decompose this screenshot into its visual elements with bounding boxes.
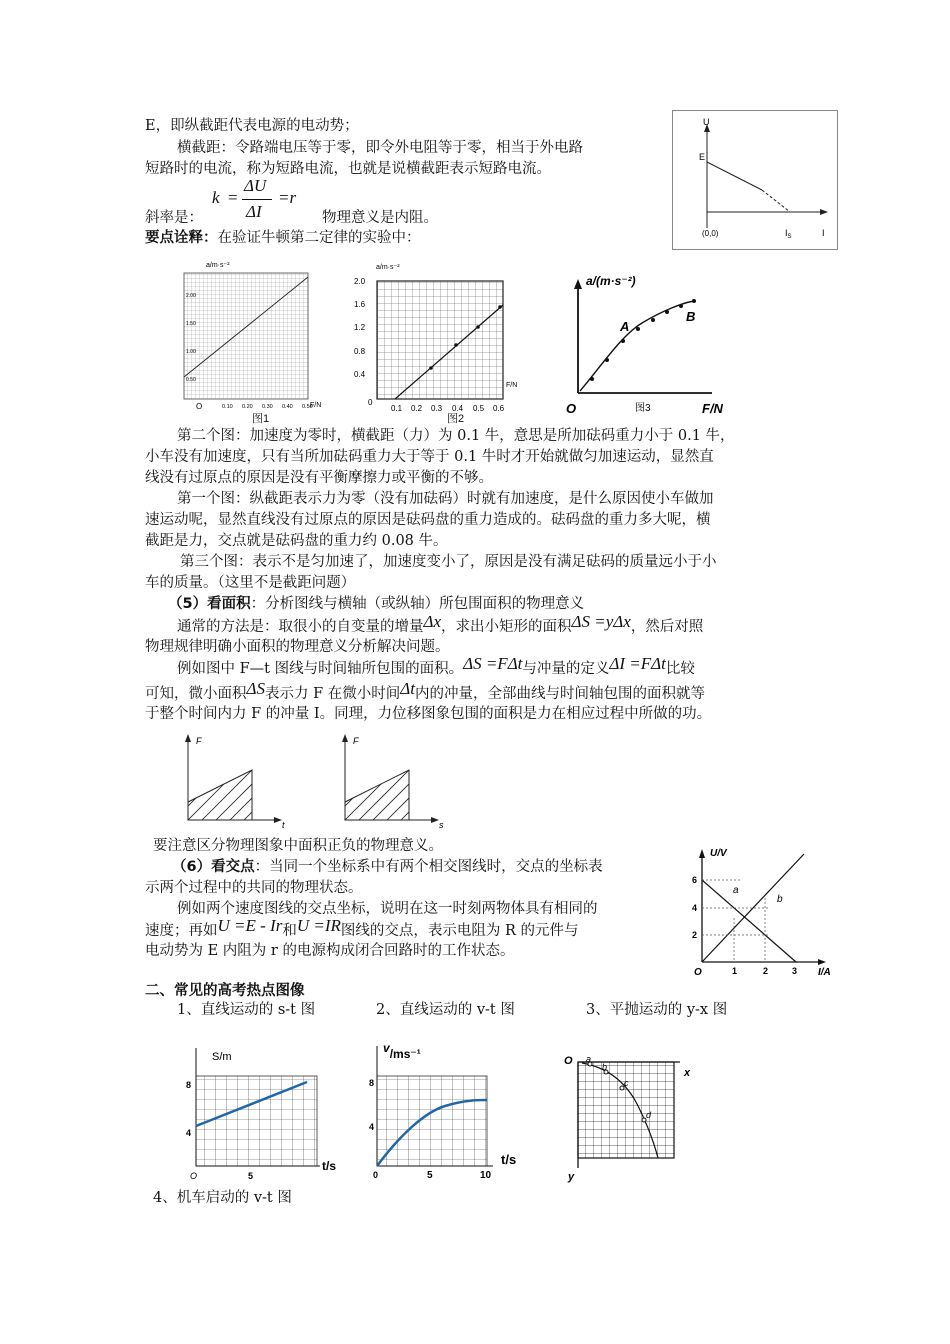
area-3b: 与冲量的定义 xyxy=(522,661,610,677)
ft-ylabel: F xyxy=(196,736,202,746)
fig3-point-1 xyxy=(590,377,594,381)
fig2-ytick-2: 1.6 xyxy=(354,300,366,309)
area-line-4 xyxy=(145,679,705,704)
fig3-graph xyxy=(562,265,732,420)
vt-xtick-5: 5 xyxy=(427,1170,433,1181)
slope-suffix: 物理意义是内阻。 xyxy=(322,210,438,226)
math-r: =r xyxy=(278,188,297,207)
yx-graph xyxy=(562,1050,702,1190)
yx-grid xyxy=(578,1062,674,1158)
area-4a: 可知，微小面积 xyxy=(145,686,247,702)
area-4b: 表示力 F 在微小时间 xyxy=(264,686,401,702)
ft-xlabel: t xyxy=(282,820,285,830)
ui-graph-x-label: I xyxy=(822,228,825,238)
fig1-origin: O xyxy=(196,402,203,411)
ui-graph-origin: (0,0) xyxy=(702,229,719,238)
hot-graph-3: 3、平抛运动的 y-x 图 xyxy=(586,1002,728,1018)
para-fig3-a: 第三个图：表示不是匀加速了，加速度变小了，原因是没有满足砝码的质量远小于小 xyxy=(180,554,717,570)
math-di-fdt: ΔI =FΔt xyxy=(609,654,666,673)
fig2-point-4 xyxy=(498,305,502,309)
vt-grid xyxy=(377,1076,487,1166)
math-k: k xyxy=(212,188,220,207)
fig2-xtick-1: 0.1 xyxy=(391,404,403,413)
st-ytick-4: 4 xyxy=(186,1128,192,1138)
fig2-ytick-1: 2.0 xyxy=(354,277,366,286)
section-6-4c: 图线的交点，表示电阻为 R 的元件与 xyxy=(340,923,579,939)
ui-graph-y-label: U xyxy=(703,117,710,127)
section-6-line-3: 例如两个速度图线的交点坐标，说明在这一时刻两物体具有相同的 xyxy=(177,901,598,917)
key-label: 要点诠释： xyxy=(145,230,218,246)
fig3-caption: 图3 xyxy=(635,403,651,414)
fs-graph xyxy=(335,732,455,832)
area-3a: 例如图中 F—t 图线与时间轴所包围的面积。 xyxy=(177,661,464,677)
math-di: ΔI xyxy=(246,202,262,221)
fig1-xtick-4: 0.40 xyxy=(282,404,293,410)
fig2-xlabel: F/N xyxy=(506,382,518,389)
section-6-line-2: 示两个过程中的共同的物理状态。 xyxy=(145,880,363,896)
line-short-circuit: 短路时的电流，称为短路电流，也就是说横截距表示短路电流。 xyxy=(145,161,551,177)
ui2-origin: O xyxy=(694,967,702,978)
ui2-ytick-3: 2 xyxy=(692,930,698,940)
ui2-xtick-3: 3 xyxy=(792,966,798,976)
fig1-xtick-1: 0.10 xyxy=(222,404,233,410)
fig2-xtick-2: 0.2 xyxy=(411,404,423,413)
area-line-3 xyxy=(177,654,695,679)
ui2-ytick-2: 4 xyxy=(692,903,698,913)
st-origin: O xyxy=(190,1171,198,1181)
math-du: ΔU xyxy=(244,176,267,195)
hot-graph-2: 2、直线运动的 v-t 图 xyxy=(376,1002,515,1018)
key-point xyxy=(145,228,421,248)
para-fig1-a: 第一个图：纵截距表示力为零（没有加砝码）时就有加速度，是什么原因使小车做加 xyxy=(177,491,714,507)
fraction-bar xyxy=(242,199,272,200)
st-xlabel: t/s xyxy=(322,1159,337,1173)
section-6 xyxy=(172,857,603,877)
fs-xlabel: s xyxy=(439,820,444,830)
fig2-ytick-4: 0.8 xyxy=(354,347,366,356)
yx-origin: O xyxy=(564,1055,573,1067)
fig3-point-8 xyxy=(692,299,696,303)
fig3-point-3 xyxy=(621,339,625,343)
fig3-point-7 xyxy=(679,304,683,308)
yx-ylabel: y xyxy=(568,1171,575,1183)
fig1-xtick-2: 0.20 xyxy=(242,404,253,410)
st-xtick-5: 5 xyxy=(248,1171,254,1181)
fig1-ylabel: a/m·s⁻² xyxy=(206,262,230,269)
area-4c: 内的冲量，全部曲线与时间轴包围的面积就等 xyxy=(414,686,705,702)
ui-graph-line xyxy=(707,162,762,190)
fig2-caption: 图2 xyxy=(447,413,465,425)
fig2-xtick-6: 0.6 xyxy=(493,404,505,413)
fig3-ylabel: a/(m·s⁻²) xyxy=(586,274,636,288)
area-line-2: 物理规律明确小面积的物理意义分析解决问题。 xyxy=(145,639,450,655)
yx-point-d-label: d xyxy=(646,1110,652,1120)
fig1-ytick-4: 0.50 xyxy=(186,377,196,383)
ui-graph-dashed xyxy=(762,190,790,212)
ft-graph xyxy=(178,732,298,832)
area-1b: ，求出小矩形的面积 xyxy=(441,619,572,635)
ui2-line-a-label: a xyxy=(733,885,739,896)
fig1-xlabel: F/N xyxy=(310,402,322,409)
fig2-xtick-3: 0.3 xyxy=(431,404,443,413)
ui-graph xyxy=(672,110,842,250)
fs-ylabel: F xyxy=(353,736,359,746)
para-fig1-c: 截距是力，交点就是砝码盘的重力约 0.08 牛。 xyxy=(145,533,448,549)
area-line-1 xyxy=(177,612,704,637)
math-ds-ydx: ΔS =yΔx xyxy=(571,612,631,631)
area-1a: 通常的方法是：取很小的自变量的增量 xyxy=(177,619,424,635)
ui2-line-b xyxy=(702,854,804,962)
fig1-xtick-5: 0.50 xyxy=(302,404,313,410)
math-u-ir: U =IR xyxy=(296,916,341,935)
yx-point-b-label: b xyxy=(602,1062,608,1072)
ft-area xyxy=(188,770,252,820)
st-grid xyxy=(196,1076,317,1166)
fig1-ytick-2: 1.50 xyxy=(186,321,196,327)
section-6-label: （6）看交点 xyxy=(172,859,255,875)
section-6-4b: 和 xyxy=(282,923,297,939)
ui-graph-e-label: E xyxy=(699,152,706,162)
section-5 xyxy=(168,594,584,614)
section-5-label: （5）看面积 xyxy=(168,596,251,612)
fig3-point-5 xyxy=(651,318,655,322)
st-ylabel: S/m xyxy=(212,1051,232,1063)
fig1-ytick-3: 1.00 xyxy=(186,349,196,355)
ui2-xlabel: I/A xyxy=(818,967,831,978)
fig3-origin: O xyxy=(566,401,577,416)
area-3c: 比较 xyxy=(665,661,695,677)
para-fig2-c: 线没有过原点的原因是没有平衡摩擦力或平衡的不够。 xyxy=(145,470,493,486)
math-dx: Δx xyxy=(423,612,442,631)
fig2-xtick-5: 0.5 xyxy=(473,404,485,413)
vt-xtick-10: 10 xyxy=(480,1170,492,1181)
line-e: E，即纵截距代表电源的电动势； xyxy=(145,118,359,134)
fig2-point-3 xyxy=(476,325,480,329)
key-text: 在验证牛顿第二定律的实验中： xyxy=(217,230,421,246)
fs-area xyxy=(345,770,409,820)
math-eq: = xyxy=(228,188,238,207)
section-6-line-4 xyxy=(145,916,579,941)
st-ytick-8: 8 xyxy=(186,1080,192,1090)
fig1-xtick-3: 0.30 xyxy=(262,404,273,410)
ui2-line-a xyxy=(702,880,796,962)
note-area-sign: 要注意区分物理图象中面积正负的物理意义。 xyxy=(153,838,443,854)
fig2-xtick-4: 0.4 xyxy=(452,404,464,413)
math-u-eir: U =E - Ir xyxy=(217,916,283,935)
para-fig2-b: 小车没有加速度，只有当所加砝码重力大于等于 0.1 牛时才开始就做匀加速运动，显然直 xyxy=(145,449,714,465)
fig1-ytick-1: 2.00 xyxy=(186,293,196,299)
ui2-graph xyxy=(690,838,850,978)
ui2-line-b-label: b xyxy=(777,894,783,905)
math-ds: ΔS xyxy=(246,679,265,698)
vt-xlabel: t/s xyxy=(501,1152,517,1167)
fig3-point-2 xyxy=(605,358,609,362)
fig2-grid xyxy=(377,281,503,399)
fig3-point-4 xyxy=(636,327,640,331)
ui2-xtick-1: 1 xyxy=(732,966,738,976)
fig3-xlabel: F/N xyxy=(702,401,723,416)
ui2-xtick-2: 2 xyxy=(763,966,769,976)
yx-point-a-label: a xyxy=(586,1054,592,1064)
ui2-ylabel: U/V xyxy=(710,848,727,859)
section-5-text: ：分析图线与横轴（或纵轴）所包围面积的物理意义 xyxy=(250,596,585,612)
vt-ylabel: v/ms⁻¹ xyxy=(383,1041,421,1061)
math-ds-fdt: ΔS =FΔt xyxy=(463,654,523,673)
fig2-ytick-5: 0.4 xyxy=(354,370,366,379)
fig2-point-2 xyxy=(454,343,458,347)
fig3-point-b-label: B xyxy=(686,309,696,324)
section-2-heading: 二、常见的高考热点图像 xyxy=(145,983,305,999)
fig3-curve xyxy=(580,301,694,391)
fig1-graph xyxy=(172,255,332,410)
area-1c: ，然后对照 xyxy=(630,619,704,635)
fig2-ytick-3: 1.2 xyxy=(354,323,366,332)
fig3-points xyxy=(590,299,696,381)
hot-graph-4: 4、机车启动的 v-t 图 xyxy=(153,1190,292,1206)
ui2-ytick-1: 6 xyxy=(692,875,698,885)
fig2-graph xyxy=(350,255,520,415)
section-6-line-5: 电动势为 E 内阻为 r 的电源构成闭合回路时的工作状态。 xyxy=(145,943,515,959)
ui-graph-frame xyxy=(673,111,838,250)
vt-origin: 0 xyxy=(373,1170,379,1180)
vt-ytick-8: 8 xyxy=(369,1078,375,1088)
fig2-origin: 0 xyxy=(368,398,373,407)
yx-point-c-label: c xyxy=(624,1078,629,1088)
st-graph xyxy=(172,1040,337,1181)
yx-xlabel: x xyxy=(684,1067,691,1079)
fig2-ylabel: a/m·s⁻² xyxy=(376,264,400,271)
para-fig1-b: 速运动呢，显然直线没有过原点的原因是砝码盘的重力造成的。砝码盘的重力多大呢，横 xyxy=(145,512,711,528)
fig2-point-1 xyxy=(429,366,433,370)
fig3-point-a-label: A xyxy=(620,319,630,334)
fig3-point-6 xyxy=(665,310,669,314)
area-line-5: 于整个时间内力 F 的冲量 I。同理，力位移图象包围的面积是力在相应过程中所做的功。 xyxy=(145,706,712,722)
slope-prefix: 斜率是： xyxy=(145,210,203,226)
math-dt: Δt xyxy=(400,679,415,698)
ui-graph-is-label: $I_S$ xyxy=(785,228,792,240)
hot-graph-1: 1、直线运动的 s-t 图 xyxy=(177,1002,316,1018)
fig1-caption: 图1 xyxy=(252,413,270,425)
para-fig3-b: 车的质量。（这里不是截距问题） xyxy=(145,575,356,591)
line-x-intercept: 横截距：令路端电压等于零，即令外电阻等于零，相当于外电路 xyxy=(177,140,583,156)
section-6-4a: 速度；再如 xyxy=(145,923,218,939)
vt-ytick-4: 4 xyxy=(369,1122,375,1132)
vt-graph xyxy=(365,1040,535,1180)
section-6-text: ：当同一个坐标系中有两个相交图线时，交点的坐标表 xyxy=(254,859,603,875)
para-fig2-a: 第二个图：加速度为零时，横截距（力）为 0.1 牛，意思是所加砝码重力小于 0.1 牛， xyxy=(177,428,735,444)
